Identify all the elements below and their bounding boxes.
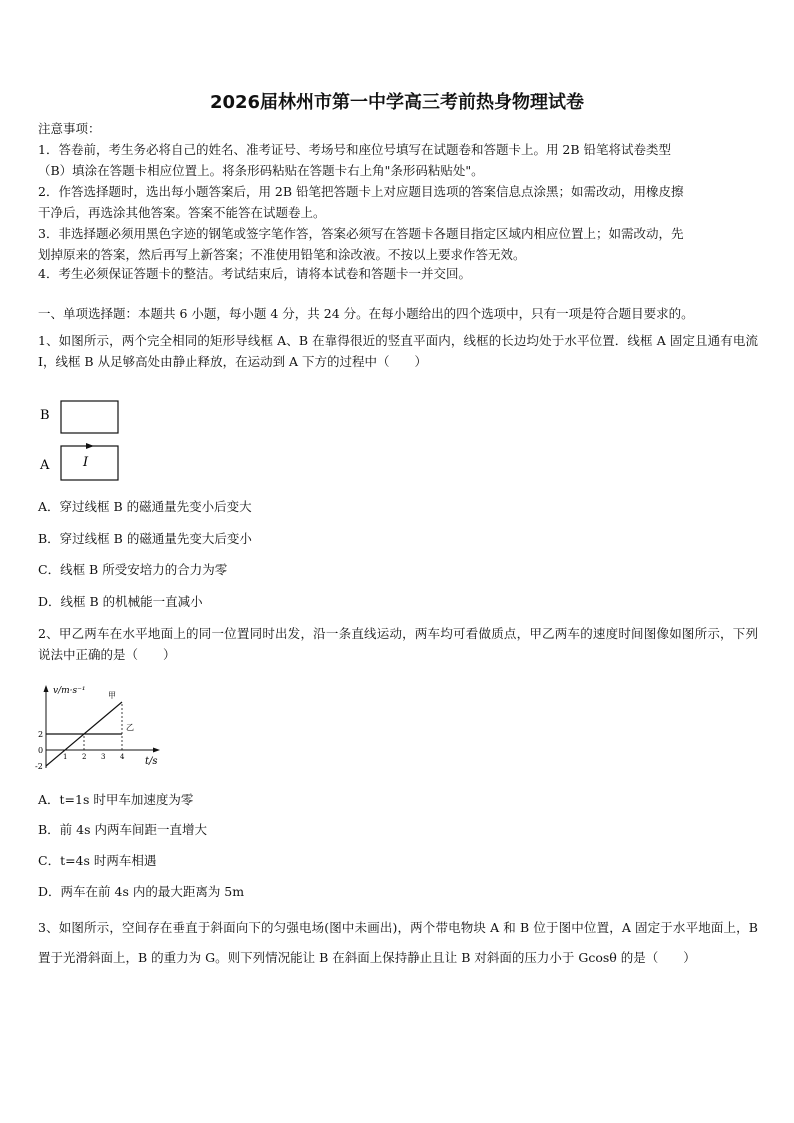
note-line-5: 3．非选择题必须用黑色字迹的钢笔或签字笔作答，答案必须写在答题卡各题目指定区域内相应位置上；如需改动，先 (38, 226, 684, 241)
frame-a-label: A (40, 458, 50, 473)
current-label: I (83, 455, 89, 470)
y-tick-label--2: -2 (35, 762, 43, 771)
note-line-6: 划掉原来的答案，然后再写上新答案；不准使用铅笔和涂改液。不按以上要求作答无效。 (38, 247, 526, 262)
frame-b (61, 401, 118, 433)
note-line-2: （B）填涂在答题卡相应位置上。将条形码粘贴在答题卡右上角"条形码粘贴处"。 (38, 163, 484, 178)
x-tick-label-4: 4 (120, 753, 125, 761)
q1-option-a: A．穿过线框 B 的磁通量先变小后变大 (38, 499, 252, 514)
current-arrow-icon (86, 443, 94, 449)
note-line-7: 4．考生必须保证答题卡的整洁。考试结束后，请将本试卷和答题卡一并交回。 (38, 266, 471, 281)
q2-option-a: A．t=1s 时甲车加速度为零 (38, 792, 194, 807)
q2-option-d: D．两车在前 4s 内的最大距离为 5m (38, 884, 245, 899)
notes-heading: 注意事项： (38, 121, 101, 136)
frame-b-label: B (40, 408, 50, 423)
q2-option-c: C．t=4s 时两车相遇 (38, 853, 157, 868)
frame-a (61, 446, 118, 480)
page-title: 2026届林州市第一中学高三考前热身物理试卷 (209, 92, 585, 113)
q1-option-d: D．线框 B 的机械能一直减小 (38, 594, 203, 609)
note-line-4: 干净后，再选涂其他答案。答案不能答在试题卷上。 (38, 205, 326, 220)
x-axis-arrow-icon (153, 748, 160, 753)
note-line-1: 1．答卷前，考生务必将自己的姓名、准考证号、考场号和座位号填写在试题卷和答题卡上。用 2B 铅笔将试卷类型 (38, 142, 672, 157)
q1-figure (36, 395, 126, 487)
section-heading: 一、单项选择题：本题共 6 小题，每小题 4 分，共 24 分。在每小题给出的四个选项中，只有一项是符合题目要求的。 (38, 306, 694, 321)
note-line-3: 2．作答选择题时，选出每小题答案后，用 2B 铅笔把答题卡上对应题目选项的答案信息点涂黑；如需改动，用橡皮擦 (38, 184, 684, 199)
x-axis-label: t/s (145, 756, 158, 767)
series-label-2: 乙 (126, 723, 134, 732)
x-tick-label-2: 2 (82, 753, 87, 761)
q1-option-c: C．线框 B 所受安培力的合力为零 (38, 562, 228, 577)
chart-marks (35, 691, 134, 771)
q1-option-b: B．穿过线框 B 的磁通量先变大后变小 (38, 531, 252, 546)
q1-stem: 1、如图所示，两个完全相同的矩形导线框 A、B 在靠得很近的竖直平面内，线框的长边均处于水平位置．线框 A 固定且通有电流 I，线框 B 从足够高处由静止释放，在运动到 A 下方的过程中（ ） (38, 333, 758, 369)
q2-stem: 2、甲乙两车在水平地面上的同一位置同时出发，沿一条直线运动，两车均可看做质点，甲乙两车的速度时间图像如图所示，下列说法中正确的是（ ） (38, 626, 758, 662)
y-tick-label-2: 2 (38, 730, 44, 739)
q2-option-b: B．前 4s 内两车间距一直增大 (38, 822, 208, 837)
series-label-1: 甲 (108, 691, 116, 700)
y-axis-arrow-icon (44, 685, 49, 692)
y-axis-label: v/m·s⁻¹ (53, 686, 86, 696)
x-tick-label-3: 3 (101, 753, 106, 761)
x-tick-label-1: 1 (63, 753, 68, 761)
vt-chart (36, 682, 166, 774)
y-tick-label-0: 0 (38, 746, 44, 755)
q3-stem: 3、如图所示，空间存在垂直于斜面向下的匀强电场(图中未画出)，两个带电物块 A 和 B 位于图中位置，A 固定于水平地面上，B 置于光滑斜面上，B 的重力为 G。则下列情况能让 B 在斜面上保持静止且让 B 对斜面的压力小于 Gcosθ 的是（ ） (38, 920, 758, 965)
